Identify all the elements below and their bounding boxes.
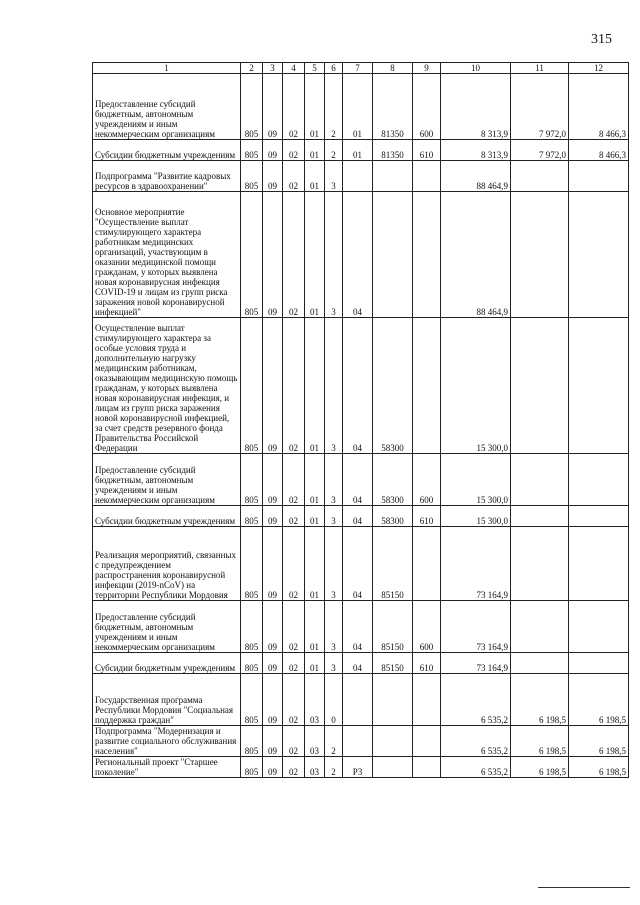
row-name-cell: Предоставление субсидий бюджетным, автономным учреждениям и иным некоммерческим организациям xyxy=(93,601,241,653)
row-name-cell: Субсидии бюджетным учреждениям xyxy=(93,140,241,161)
code-cell: 805 xyxy=(241,318,263,454)
code-cell xyxy=(413,318,441,454)
code-cell: 3 xyxy=(325,161,343,192)
code-cell: 04 xyxy=(343,318,373,454)
amount-cell xyxy=(569,454,629,506)
column-header: 2 xyxy=(241,63,263,74)
code-cell: 2 xyxy=(325,74,343,140)
code-cell: 3 xyxy=(325,318,343,454)
code-cell xyxy=(373,192,413,318)
code-cell: 01 xyxy=(305,161,325,192)
code-cell: 805 xyxy=(241,527,263,601)
code-cell: 01 xyxy=(343,140,373,161)
code-cell: 03 xyxy=(305,726,325,757)
amount-cell xyxy=(569,601,629,653)
amount-cell: 88 464,9 xyxy=(441,192,511,318)
code-cell: 85150 xyxy=(373,653,413,674)
code-cell: 03 xyxy=(305,674,325,726)
row-name-cell: Государственная программа Республики Мордовия "Социальная поддержка граждан" xyxy=(93,674,241,726)
amount-cell: 88 464,9 xyxy=(441,161,511,192)
column-header: 10 xyxy=(441,63,511,74)
code-cell xyxy=(413,161,441,192)
code-cell: 2 xyxy=(325,757,343,778)
column-header: 8 xyxy=(373,63,413,74)
table-row xyxy=(93,757,629,778)
code-cell: 01 xyxy=(305,527,325,601)
code-cell: 02 xyxy=(283,161,305,192)
code-cell: 04 xyxy=(343,454,373,506)
budget-table xyxy=(92,62,629,778)
code-cell: 58300 xyxy=(373,318,413,454)
amount-cell: 8 466,3 xyxy=(569,74,629,140)
row-name-cell: Региональный проект "Старшее поколение" xyxy=(93,757,241,778)
code-cell xyxy=(343,161,373,192)
table-row xyxy=(93,192,629,318)
header-row xyxy=(93,63,629,74)
code-cell: 805 xyxy=(241,757,263,778)
table-row xyxy=(93,140,629,161)
code-cell xyxy=(413,757,441,778)
code-cell: 09 xyxy=(263,318,283,454)
table-row xyxy=(93,506,629,527)
code-cell: 09 xyxy=(263,653,283,674)
code-cell: 805 xyxy=(241,140,263,161)
code-cell: 610 xyxy=(413,506,441,527)
code-cell: 58300 xyxy=(373,506,413,527)
amount-cell: 7 972,0 xyxy=(511,140,569,161)
code-cell: 09 xyxy=(263,506,283,527)
row-name-cell: Предоставление субсидий бюджетным, автономным учреждениям и иным некоммерческим организациям xyxy=(93,454,241,506)
page-number: 315 xyxy=(591,32,612,47)
code-cell: 805 xyxy=(241,74,263,140)
code-cell: 04 xyxy=(343,192,373,318)
code-cell: 610 xyxy=(413,653,441,674)
code-cell: 04 xyxy=(343,601,373,653)
amount-cell: 73 164,9 xyxy=(441,601,511,653)
code-cell xyxy=(413,192,441,318)
code-cell: 04 xyxy=(343,653,373,674)
code-cell: 805 xyxy=(241,601,263,653)
code-cell: 85150 xyxy=(373,601,413,653)
table-row xyxy=(93,674,629,726)
code-cell: 805 xyxy=(241,454,263,506)
code-cell: 58300 xyxy=(373,454,413,506)
code-cell: 3 xyxy=(325,454,343,506)
table-row xyxy=(93,601,629,653)
row-name-cell: Осуществление выплат стимулирующего характера за особые условия труда и дополнительную нагрузку медицинским работникам, оказывающим медицинскую помощь гражданам, у которых выявлена новая коронавирусная инфекция, и лицам из групп риска заражения новой коронавирусной инфекцией, за счет средств резервного фонда Правительства Российской Федерации xyxy=(93,318,241,454)
code-cell: 09 xyxy=(263,674,283,726)
table-row xyxy=(93,726,629,757)
code-cell: 09 xyxy=(263,74,283,140)
code-cell: 09 xyxy=(263,192,283,318)
code-cell: 01 xyxy=(305,318,325,454)
amount-cell: 15 300,0 xyxy=(441,454,511,506)
amount-cell xyxy=(511,318,569,454)
amount-cell: 15 300,0 xyxy=(441,506,511,527)
amount-cell: 6 535,2 xyxy=(441,726,511,757)
row-name-cell: Основное мероприятие "Осуществление выплат стимулирующего характера работникам медицинских организаций, участвующим в оказании медицинской помощи гражданам, у которых выявлена новая коронавирусная инфекция COVID-19 и лицам из групп риска заражения новой коронавирусной инфекцией" xyxy=(93,192,241,318)
amount-cell: 6 535,2 xyxy=(441,674,511,726)
code-cell: 04 xyxy=(343,506,373,527)
amount-cell xyxy=(569,192,629,318)
code-cell: 3 xyxy=(325,601,343,653)
amount-cell xyxy=(511,653,569,674)
code-cell xyxy=(413,527,441,601)
code-cell: 01 xyxy=(305,506,325,527)
code-cell: 600 xyxy=(413,601,441,653)
code-cell: 600 xyxy=(413,454,441,506)
code-cell: 02 xyxy=(283,74,305,140)
code-cell: 02 xyxy=(283,318,305,454)
row-name-cell: Подпрограмма "Модернизация и развитие социального обслуживания населения" xyxy=(93,726,241,757)
code-cell xyxy=(343,726,373,757)
amount-cell xyxy=(511,601,569,653)
code-cell xyxy=(413,726,441,757)
code-cell: 600 xyxy=(413,74,441,140)
code-cell xyxy=(373,161,413,192)
table-row xyxy=(93,161,629,192)
code-cell xyxy=(373,674,413,726)
code-cell: 09 xyxy=(263,527,283,601)
table-row xyxy=(93,74,629,140)
amount-cell xyxy=(569,161,629,192)
amount-cell xyxy=(569,506,629,527)
code-cell: 02 xyxy=(283,506,305,527)
code-cell: 3 xyxy=(325,506,343,527)
amount-cell: 8 313,9 xyxy=(441,140,511,161)
code-cell: 03 xyxy=(305,757,325,778)
code-cell: 01 xyxy=(305,601,325,653)
code-cell: 805 xyxy=(241,726,263,757)
code-cell: 02 xyxy=(283,674,305,726)
column-header: 4 xyxy=(283,63,305,74)
code-cell: 610 xyxy=(413,140,441,161)
amount-cell: 6 198,5 xyxy=(511,757,569,778)
code-cell: 09 xyxy=(263,161,283,192)
code-cell: 805 xyxy=(241,506,263,527)
table-row xyxy=(93,454,629,506)
amount-cell xyxy=(511,527,569,601)
code-cell: 09 xyxy=(263,757,283,778)
code-cell: 02 xyxy=(283,454,305,506)
amount-cell xyxy=(511,161,569,192)
code-cell: 0 xyxy=(325,674,343,726)
table-row xyxy=(93,527,629,601)
amount-cell: 6 198,5 xyxy=(511,726,569,757)
amount-cell xyxy=(569,318,629,454)
code-cell: 01 xyxy=(343,74,373,140)
amount-cell: 8 466,3 xyxy=(569,140,629,161)
amount-cell: 6 535,2 xyxy=(441,757,511,778)
amount-cell: 73 164,9 xyxy=(441,653,511,674)
column-header: 1 xyxy=(93,63,241,74)
code-cell: 02 xyxy=(283,140,305,161)
amount-cell: 6 198,5 xyxy=(569,674,629,726)
column-header: 11 xyxy=(511,63,569,74)
code-cell: 805 xyxy=(241,674,263,726)
code-cell: 2 xyxy=(325,140,343,161)
code-cell: 01 xyxy=(305,454,325,506)
code-cell: 01 xyxy=(305,653,325,674)
bottom-rule xyxy=(538,887,630,888)
table-row xyxy=(93,653,629,674)
code-cell: 09 xyxy=(263,601,283,653)
code-cell: 02 xyxy=(283,726,305,757)
code-cell: 01 xyxy=(305,74,325,140)
amount-cell xyxy=(511,506,569,527)
amount-cell xyxy=(511,192,569,318)
amount-cell: 6 198,5 xyxy=(569,757,629,778)
code-cell: 01 xyxy=(305,140,325,161)
amount-cell xyxy=(569,653,629,674)
amount-cell: 15 300,0 xyxy=(441,318,511,454)
code-cell xyxy=(413,674,441,726)
column-header: 7 xyxy=(343,63,373,74)
code-cell: 3 xyxy=(325,653,343,674)
code-cell: 04 xyxy=(343,527,373,601)
column-header: 3 xyxy=(263,63,283,74)
row-name-cell: Субсидии бюджетным учреждениям xyxy=(93,653,241,674)
code-cell: 02 xyxy=(283,527,305,601)
row-name-cell: Подпрограмма "Развитие кадровых ресурсов в здравоохранении" xyxy=(93,161,241,192)
code-cell: 09 xyxy=(263,140,283,161)
amount-cell: 8 313,9 xyxy=(441,74,511,140)
amount-cell xyxy=(511,454,569,506)
row-name-cell: Субсидии бюджетным учреждениям xyxy=(93,506,241,527)
amount-cell: 6 198,5 xyxy=(511,674,569,726)
column-header: 9 xyxy=(413,63,441,74)
code-cell: 02 xyxy=(283,601,305,653)
code-cell xyxy=(343,674,373,726)
code-cell: 3 xyxy=(325,527,343,601)
column-header: 5 xyxy=(305,63,325,74)
code-cell: P3 xyxy=(343,757,373,778)
row-name-cell: Реализация мероприятий, связанных с предупреждением распространения коронавирусной инфекции (2019-nCoV) на территории Республики Мордовия xyxy=(93,527,241,601)
code-cell: 805 xyxy=(241,192,263,318)
code-cell: 805 xyxy=(241,653,263,674)
amount-cell: 7 972,0 xyxy=(511,74,569,140)
code-cell: 81350 xyxy=(373,140,413,161)
column-header: 12 xyxy=(569,63,629,74)
code-cell: 805 xyxy=(241,161,263,192)
code-cell: 01 xyxy=(305,192,325,318)
row-name-cell: Предоставление субсидий бюджетным, автономным учреждениям и иным некоммерческим организациям xyxy=(93,74,241,140)
code-cell: 02 xyxy=(283,757,305,778)
table-row xyxy=(93,318,629,454)
amount-cell: 73 164,9 xyxy=(441,527,511,601)
code-cell: 2 xyxy=(325,726,343,757)
code-cell xyxy=(373,757,413,778)
code-cell: 85150 xyxy=(373,527,413,601)
code-cell: 02 xyxy=(283,653,305,674)
code-cell: 81350 xyxy=(373,74,413,140)
code-cell: 3 xyxy=(325,192,343,318)
column-header: 6 xyxy=(325,63,343,74)
code-cell xyxy=(373,726,413,757)
amount-cell: 6 198,5 xyxy=(569,726,629,757)
code-cell: 02 xyxy=(283,192,305,318)
amount-cell xyxy=(569,527,629,601)
code-cell: 09 xyxy=(263,454,283,506)
code-cell: 09 xyxy=(263,726,283,757)
